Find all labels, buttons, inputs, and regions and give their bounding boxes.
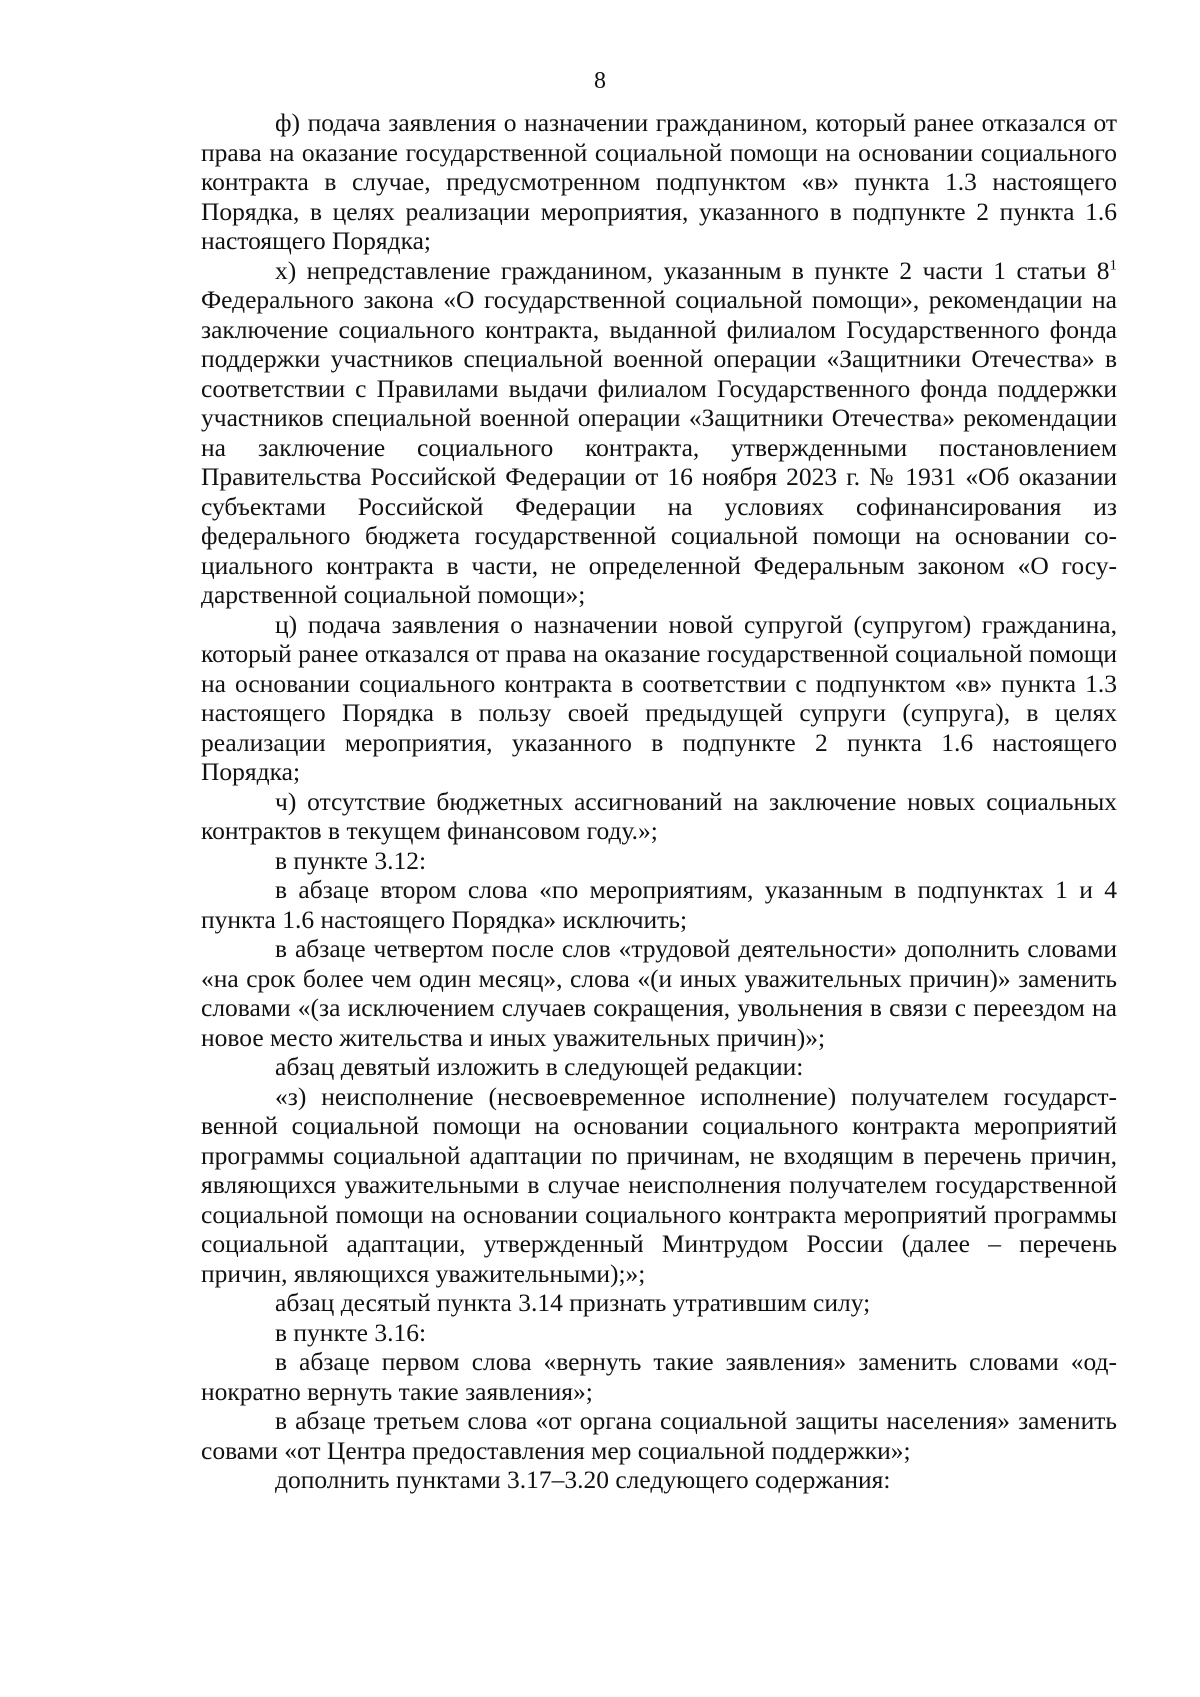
paragraph-ts: ц) подача заявления о назначении новой супругой (супругом) гражданина, который ранее отказался от права на оказание государственной социальной помощи на основании социального контракта в соответствии с подпунктом «в» пункта 1.3 настоящего Порядка в пользу своей предыдущей супруги (супруга), в целях реализации мероприятия, указанного в подпункте 2 пункта 1.6 настоящего Порядка; (201, 609, 1117, 786)
document-body (201, 108, 1117, 1495)
paragraph-amend-fourth: в абзаце четвертом после слов «трудовой деятельности» дополнить словами «на срок более чем один месяц», слова «(и иных уважительных причин)» заменить словами «(за исключением случаев сокращения, увольнения в связи с переездом на новое место жительства и иных уважительных причин)»; (201, 934, 1117, 1052)
paragraph-f: ф) подача заявления о назначении гражданином, который ранее отказался от права на оказание государственной социальной помощи на основании социального контракта в случае, предусмотренном подпунктом «в» пункта 1.3 настоящего Порядка, в целях реализации мероприятия, указанного в подпункте 2 пункта 1.6 настоящего Порядка; (201, 108, 1117, 255)
paragraph-kh (201, 256, 1117, 610)
paragraph-kh-tail: Федерального закона «О государственной социальной помощи», рекомендации на заключение социального контракта, выданной филиалом Государственного фонда поддержки участников специальной военной операции «Защитники Отечества» в соответствии с Правилами выдачи филиалом Государственного фонда поддержки участников специальной военной операции «Защитники Отечества» рекомендации на заключение социального контракта, утвержденными постановлением Правительства Российской Федерации от 16 ноября 2023 г. № 1931 «Об оказании субъектами Российской Федерации на условиях софинансирования из федерального бюджета государственной социальной помощи на основании социального контракта в части, не определенной Федеральным законом «О государственной социальной помощи»; (201, 285, 1117, 609)
paragraph-add-items: дополнить пунктами 3.17–3.20 следующего содержания: (275, 1465, 891, 1494)
paragraph-amend-first: в абзаце первом слова «вернуть такие заявления» заменить словами «однократно вернуть такие заявления»; (201, 1347, 1117, 1406)
superscript-article-index: 1 (1109, 257, 1117, 273)
paragraph-amend-second: в абзаце втором слова «по мероприятиям, указанным в подпунктах 1 и 4 пункта 1.6 настоящего Порядка» исключить; (201, 875, 1117, 934)
page-number: 8 (594, 68, 606, 94)
paragraph-amend-third: в абзаце третьем слова «от органа социальной защиты населения» заменить совами «от Центра предоставления мер социальной поддержки»; (201, 1406, 1117, 1465)
paragraph-kh-text: х) непредставление гражданином, указанным в пункте 2 части 1 статьи 8 (275, 255, 1110, 285)
paragraph-amend-ninth: абзац девятый изложить в следующей редакции: (275, 1052, 804, 1081)
paragraph-z: «з) неисполнение (несвоевременное исполнение) получателем государственной социальной помощи на основании социального контракта мероприятий программы социальной адаптации по причинам, не входящим в перечень причин, являющихся уважительными в случае неисполнения получателем государственной социальной помощи на основании социального контракта мероприятий программы социальной адаптации, утвержденный Минтрудом России (далее – перечень причин, являющихся уважительными);»; (201, 1081, 1117, 1288)
paragraph-ch: ч) отсутствие бюджетных ассигнований на заключение новых социальных контрактов в текущем финансовом году.»; (201, 786, 1117, 845)
paragraph-item-3-14: абзац десятый пункта 3.14 признать утратившим силу; (275, 1288, 871, 1317)
paragraph-item-3-16: в пункте 3.16: (275, 1317, 427, 1347)
paragraph-item-3-12: в пункте 3.12: (275, 845, 427, 875)
